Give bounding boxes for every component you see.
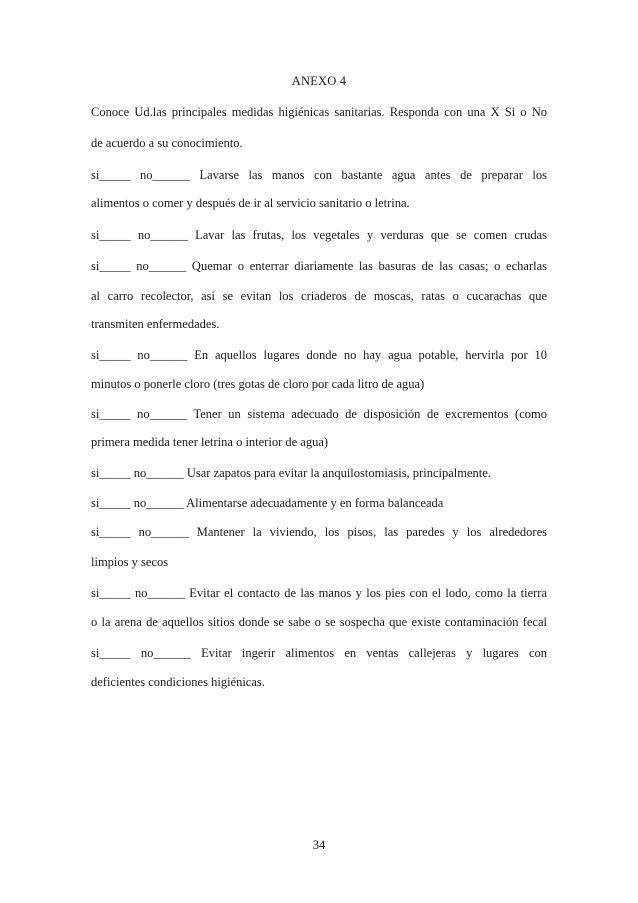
text-line-17: si_____ no______ Evitar el contacto de las manos y los pies con el lodo, como la tierra — [91, 586, 547, 600]
text-line-3: si_____ no______ Lavarse las manos con bastante agua antes de preparar los — [91, 168, 547, 182]
text-line-5: si_____ no______ Lavar las frutas, los vegetales y verduras que se comen crudas — [91, 228, 547, 242]
text-line-10: minutos o ponerle cloro (tres gotas de cloro por cada litro de agua) — [91, 377, 425, 391]
text-line-1: Conoce Ud.las principales medidas higiénicas sanitarias. Responda con una X Si o No — [91, 105, 547, 119]
text-line-16: limpios y secos — [91, 555, 169, 569]
text-line-11: si_____ no______ Tener un sistema adecuado de disposición de excrementos (como — [91, 407, 547, 421]
text-line-4: alimentos o comer y después de ir al servicio sanitario o letrina. — [91, 196, 410, 210]
text-line-19: si_____ no______ Evitar ingerir alimentos en ventas callejeras y lugares con — [91, 646, 547, 660]
page-number: 34 — [312, 838, 326, 852]
text-line-20: deficientes condiciones higiénicas. — [91, 675, 265, 689]
text-line-2: de acuerdo a su conocimiento. — [91, 136, 243, 150]
text-line-7: al carro recolector, así se evitan los criaderos de moscas, ratas o cucarachas que — [91, 289, 547, 303]
text-line-8: transmiten enfermedades. — [91, 317, 220, 331]
text-line-6: si_____ no______ Quemar o enterrar diariamente las basuras de las casas; o echarlas — [91, 259, 547, 273]
text-line-13: si_____ no______ Usar zapatos para evitar la anquilostomiasis, principalmente. — [91, 466, 491, 480]
text-line-9: si_____ no______ En aquellos lugares donde no hay agua potable, hervirla por 10 — [91, 348, 547, 362]
text-line-14: si_____ no______ Alimentarse adecuadamente y en forma balanceada — [91, 496, 444, 510]
page-title: ANEXO 4 — [291, 74, 347, 88]
text-line-18: o la arena de aquellos sitios donde se sabe o se sospecha que existe contaminación fecal — [91, 615, 547, 629]
text-line-12: primera medida tener letrina o interior de agua) — [91, 435, 329, 449]
text-line-15: si_____ no______ Mantener la viviendo, los pisos, las paredes y los alrededores — [91, 525, 547, 539]
